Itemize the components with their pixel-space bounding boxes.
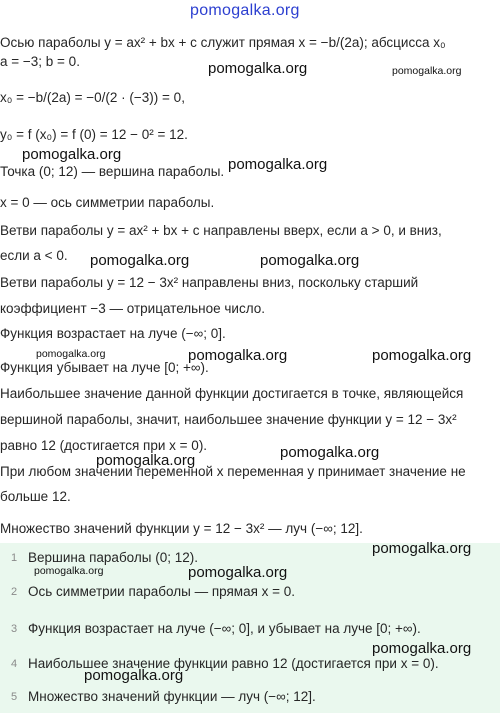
watermark: pomogalka.org <box>90 252 190 269</box>
solution-line-9: Ветви параболы y = 12 − 3x² направлены вниз, поскольку старший <box>0 275 419 290</box>
watermark: pomogalka.org <box>280 444 380 461</box>
watermark: pomogalka.org <box>260 252 360 269</box>
watermark: pomogalka.org <box>372 347 472 364</box>
watermark: pomogalka.org <box>22 146 122 163</box>
solution-line-16: При любом значении переменной x переменная y принимает значение не <box>0 464 466 479</box>
solution-line-13: Наибольшее значение данной функции достигается в точке, являющейся <box>0 386 464 401</box>
summary-item-text: Вершина параболы (0; 12). <box>28 550 198 565</box>
solution-line-4: y₀ = f (x₀) = f (0) = 12 − 0² = 12. <box>0 127 188 142</box>
solution-line-15: равно 12 (достигается при x = 0). <box>0 438 208 453</box>
summary-item-number: 4 <box>11 658 18 670</box>
summary-item-number: 1 <box>11 552 18 564</box>
watermark: pomogalka.org <box>372 540 472 557</box>
watermark: pomogalka.org <box>392 65 462 77</box>
summary-item-text: Наибольшее значение функции равно 12 (достигается при x = 0). <box>28 656 439 671</box>
solution-line-12: Функция убывает на луче [0; +∞). <box>0 360 209 375</box>
solution-line-18: Множество значений функции y = 12 − 3x² — луч (−∞; 12]. <box>0 521 363 536</box>
summary-item-number: 5 <box>11 691 18 703</box>
solution-line-1: Осью параболы y = ax² + bx + c служит прямая x = −b/(2a); абсцисса x₀ <box>0 35 446 50</box>
watermark: pomogalka.org <box>188 564 288 581</box>
watermark: pomogalka.org <box>208 60 308 77</box>
solution-line-11: Функция возрастает на луче (−∞; 0]. <box>0 326 226 341</box>
watermark: pomogalka.org <box>188 347 288 364</box>
summary-item-number: 3 <box>11 623 18 635</box>
watermark: pomogalka.org <box>228 156 328 173</box>
watermark: pomogalka.org <box>372 640 472 657</box>
solution-line-7: Ветви параболы y = ax² + bx + c направлены вверх, если a > 0, и вниз, <box>0 223 442 238</box>
summary-item-text: Ось симметрии параболы — прямая x = 0. <box>28 584 296 599</box>
summary-item-number: 2 <box>11 586 18 598</box>
summary-item-text: Функция возрастает на луче (−∞; 0], и убывает на луче [0; +∞). <box>28 621 421 636</box>
solution-line-10: коэффициент −3 — отрицательное число. <box>0 301 265 316</box>
watermark: pomogalka.org <box>36 348 106 360</box>
solution-line-6: x = 0 — ось симметрии параболы. <box>0 195 215 210</box>
solution-line-14: вершиной параболы, значит, наибольшее значение функции y = 12 − 3x² <box>0 412 457 427</box>
solution-line-2: a = −3; b = 0. <box>0 54 80 69</box>
watermark: pomogalka.org <box>96 452 196 469</box>
watermark: pomogalka.org <box>84 667 184 684</box>
solution-line-8: если a < 0. <box>0 248 68 263</box>
watermark-top: pomogalka.org <box>190 2 300 19</box>
summary-item-text: Множество значений функции — луч (−∞; 12]. <box>28 689 316 704</box>
watermark: pomogalka.org <box>34 565 104 577</box>
solution-line-17: больше 12. <box>0 489 71 504</box>
solution-line-3: x₀ = −b/(2a) = −0/(2 · (−3)) = 0, <box>0 90 185 105</box>
solution-line-5: Точка (0; 12) — вершина параболы. <box>0 164 225 179</box>
